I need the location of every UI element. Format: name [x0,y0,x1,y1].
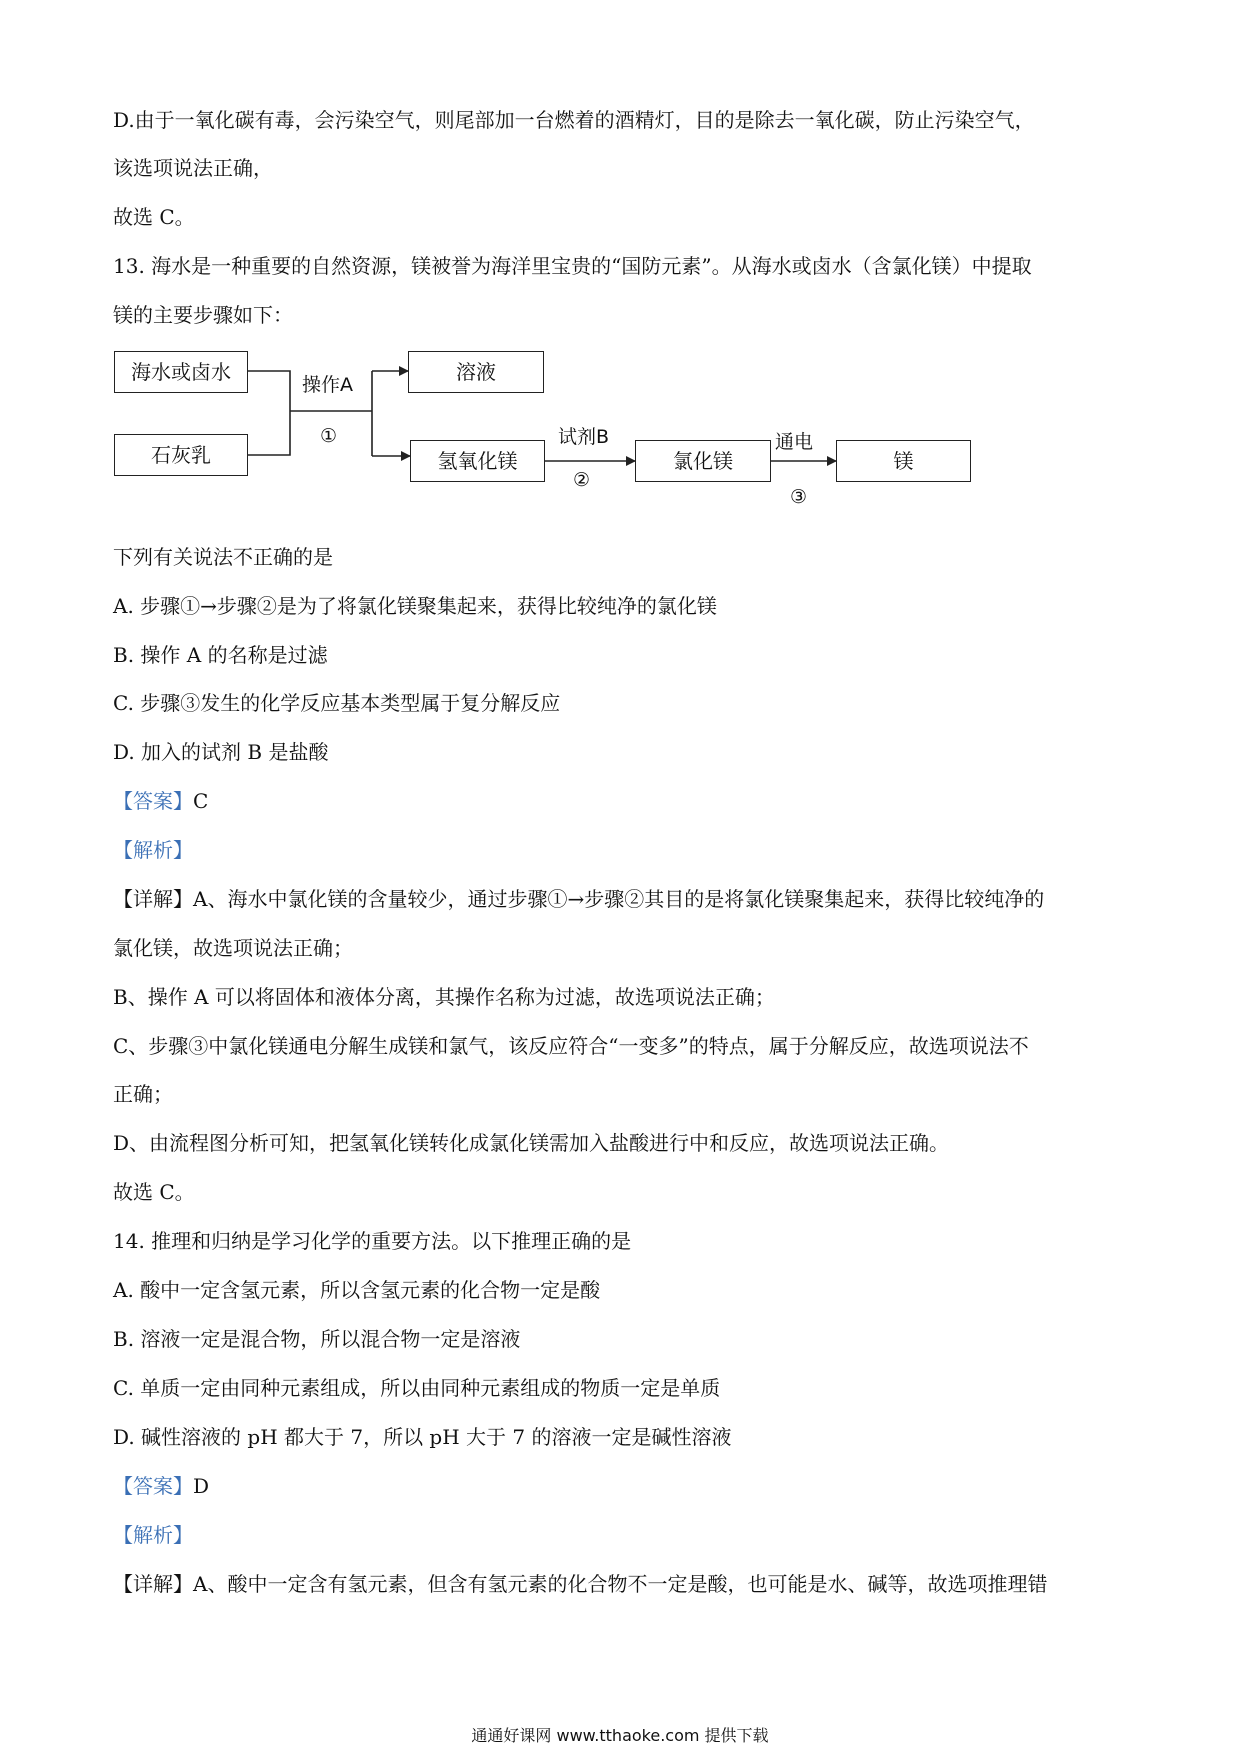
detail-row [113,886,1044,912]
detail-line: D、由流程图分析可知，把氢氧化镁转化成氯化镁需加入盐酸进行中和反应，故选项说法正确。 [113,1131,950,1155]
box-mgcl2: 氯化镁 [635,440,771,482]
option-a: A. 酸中一定含氢元素，所以含氢元素的化合物一定是酸 [113,1278,601,1302]
connector-lime [247,411,290,455]
box-mg-oh2: 氢氧化镁 [410,440,545,482]
analysis-tag: 【解析】 [113,1523,193,1547]
detail-line: 故选 C。 [113,1180,195,1204]
box-lime: 石灰乳 [114,434,248,476]
option-c: C. 步骤③发生的化学反应基本类型属于复分解反应 [113,691,561,715]
label-electric: 通电 [775,431,814,453]
text-line: D.由于一氧化碳有毒，会污染空气，则尾部加一台燃着的酒精灯，目的是除去一氧化碳，防止污染空气， [113,108,1035,132]
detail-text: A、海水中氯化镁的含量较少，通过步骤①→步骤②其目的是将氯化镁聚集起来，获得比较纯净的 [193,887,1045,911]
analysis-tag: 【解析】 [113,838,193,862]
option-b: B. 溶液一定是混合物，所以混合物一定是溶液 [113,1327,521,1351]
label-step-2: ② [573,469,591,491]
detail-text: A、酸中一定含有氢元素，但含有氢元素的化合物不一定是酸，也可能是水、碱等，故选项推理错 [193,1572,1048,1596]
answer-row [113,1473,209,1499]
question-13-prompt: 下列有关说法不正确的是 [113,545,333,569]
box-seawater: 海水或卤水 [114,351,248,393]
detail-line: 氯化镁，故选项说法正确； [113,936,353,960]
analysis-row [113,1522,193,1548]
detail-line: 正确； [113,1082,173,1106]
answer-tag: 【答案】 [113,789,193,813]
answer-value: D [193,1474,210,1498]
connector-seawater [247,371,290,411]
label-step-1: ① [320,425,338,447]
answer-value: C [193,789,209,813]
box-solution: 溶液 [408,351,544,393]
option-b: B. 操作 A 的名称是过滤 [113,643,328,667]
option-c: C. 单质一定由同种元素组成，所以由同种元素组成的物质一定是单质 [113,1376,721,1400]
detail-line: C、步骤③中氯化镁通电分解生成镁和氯气，该反应符合“一变多”的特点，属于分解反应，故选项说法不 [113,1034,1029,1058]
label-reagent-b: 试剂B [558,426,610,448]
option-d: D. 加入的试剂 B 是盐酸 [113,740,329,764]
box-mg: 镁 [836,440,971,482]
detail-tag: 【详解】 [113,1572,193,1596]
answer-row [113,788,208,814]
question-14-stem: 14. 推理和归纳是学习化学的重要方法。以下推理正确的是 [113,1229,632,1253]
text-line: 故选 C。 [113,205,195,229]
option-a: A. 步骤①→步骤②是为了将氯化镁聚集起来，获得比较纯净的氯化镁 [113,594,717,618]
label-op-a: 操作A [302,374,353,396]
question-13-stem: 13. 海水是一种重要的自然资源，镁被誉为海洋里宝贵的“国防元素”。从海水或卤水（含氯化镁）中提取 [113,254,1032,278]
question-13-stem: 镁的主要步骤如下： [113,303,293,327]
label-step-3: ③ [790,486,808,508]
page-footer: 通通好课网 www.tthaoke.com 提供下载 [471,1726,769,1745]
option-d: D. 碱性溶液的 pH 都大于 7，所以 pH 大于 7 的溶液一定是碱性溶液 [113,1425,732,1449]
answer-tag: 【答案】 [113,1474,193,1498]
detail-row [113,1571,1047,1597]
detail-tag: 【详解】 [113,887,193,911]
text-line: 该选项说法正确， [113,156,273,180]
analysis-row [113,837,193,863]
detail-line: B、操作 A 可以将固体和液体分离，其操作名称为过滤，故选项说法正确； [113,985,775,1009]
